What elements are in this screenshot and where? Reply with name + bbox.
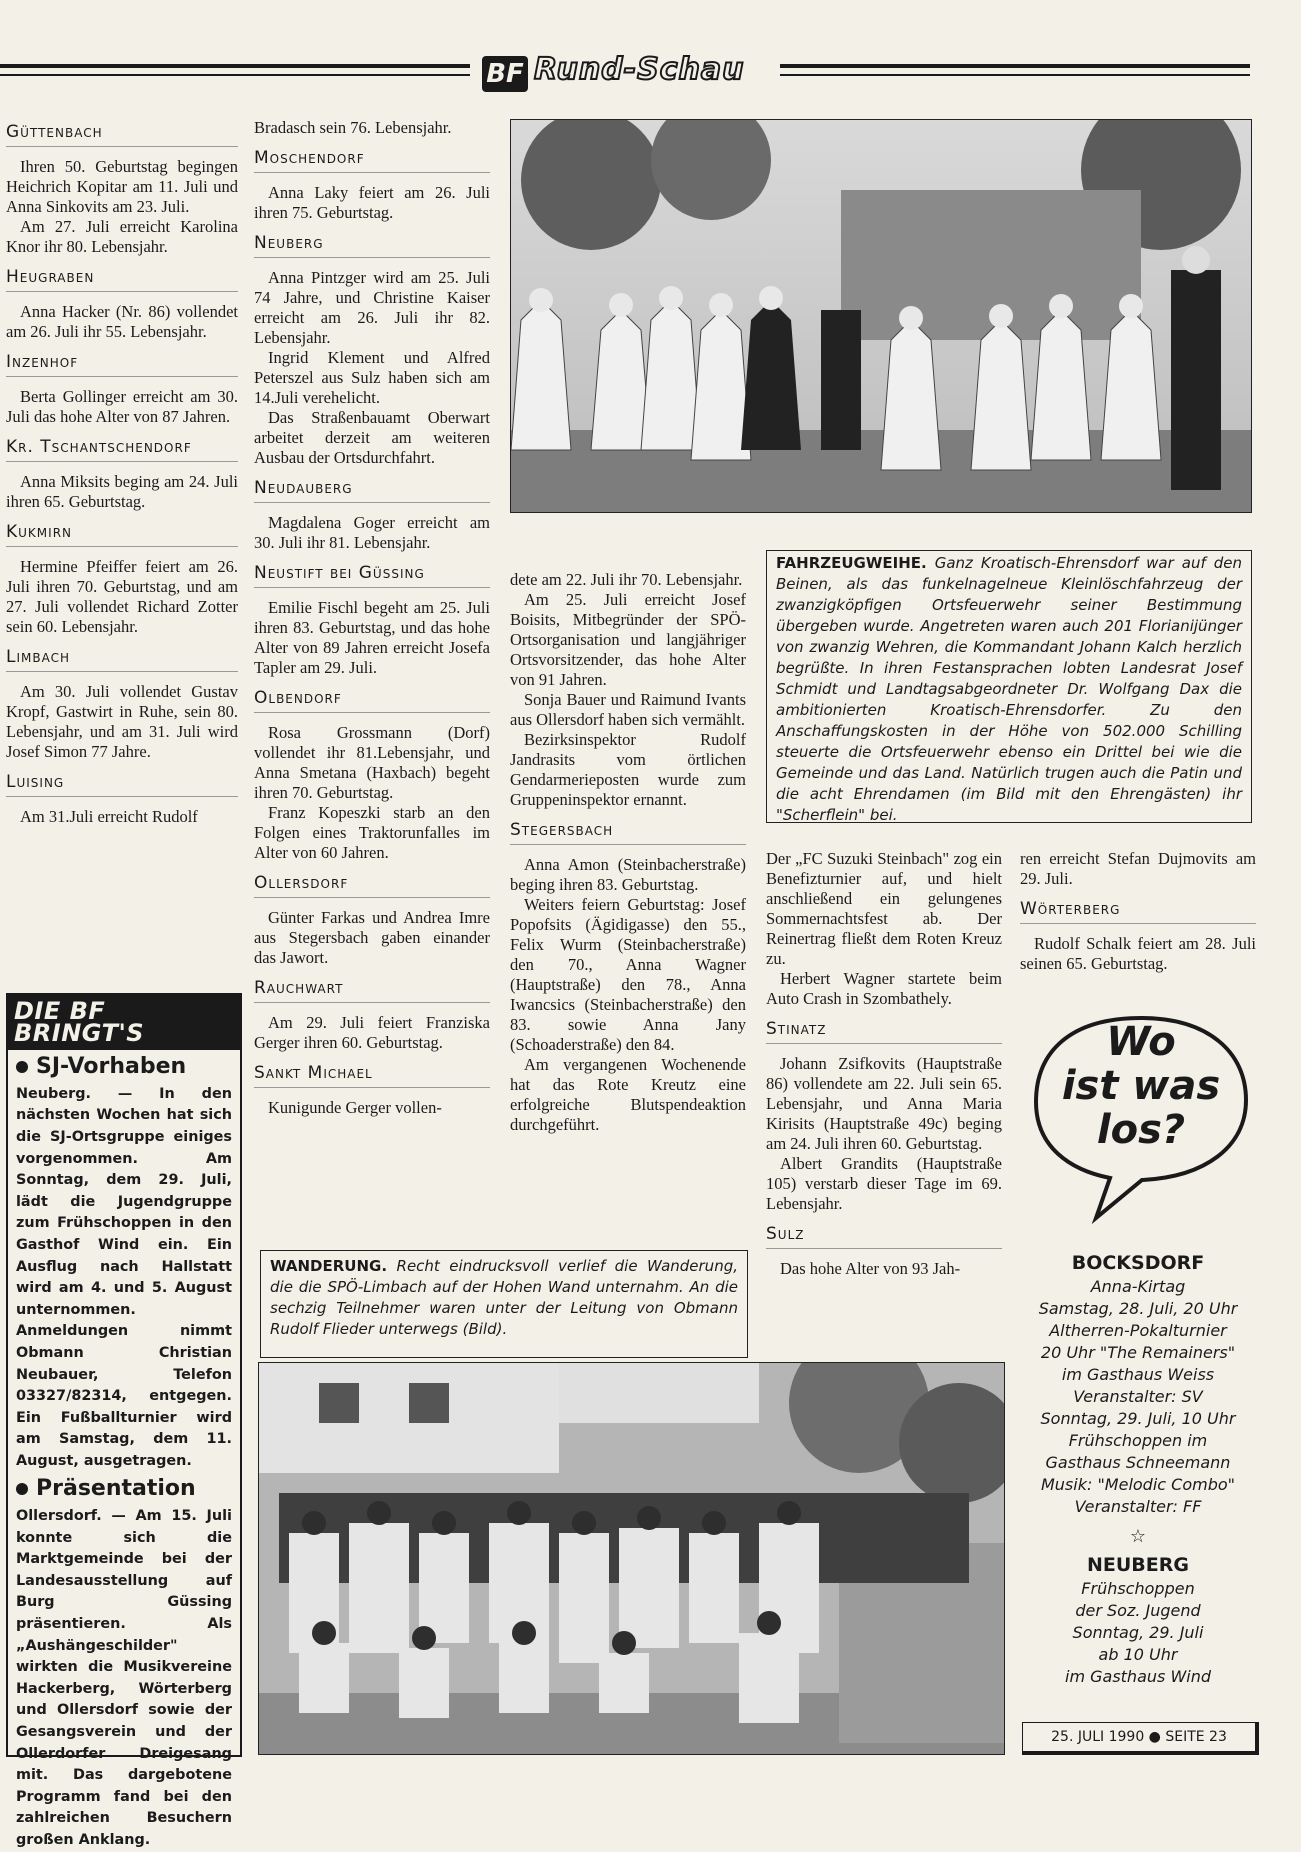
bringt-item-heading bbox=[16, 1478, 232, 1500]
paragraph: Sonja Bauer und Raimund Ivants aus Ollersdorf haben sich vermählt. bbox=[510, 690, 746, 729]
caption-wanderung-lead: WANDERUNG. bbox=[270, 1257, 388, 1275]
town-heading: Stinatz bbox=[766, 1019, 1002, 1044]
bullet-icon bbox=[16, 1483, 28, 1495]
event-line: Anna-Kirtag bbox=[1090, 1277, 1186, 1296]
town-heading: Kukmirn bbox=[6, 522, 238, 547]
paragraph: Ihren 50. Geburtstag begingen Heichrich Kopitar am 11. Juli und Anna Sinkovits am 23. Juli. bbox=[6, 157, 238, 216]
bringt-item-title: Präsentation bbox=[36, 1476, 196, 1502]
caption-wanderung-text: Recht eindrucksvoll verlief die Wanderung, die die SPÖ-Limbach auf der Hohen Wand unternahm. An die sechzig Teilnehmer waren unter der Leitung von Obmann Rudolf Flieder unterwegs (Bild). bbox=[270, 1257, 738, 1338]
paragraph: Albert Grandits (Hauptstraße 105) verstarb dieser Tage im 69. Lebensjahr. bbox=[766, 1154, 1002, 1213]
town-heading: Neudauberg bbox=[254, 478, 490, 503]
bf-bringts-box bbox=[6, 993, 242, 1848]
paragraph: Anna Amon (Steinbacherstraße) beging ihren 83. Geburtstag. bbox=[510, 855, 746, 894]
paragraph: Günter Farkas und Andrea Imre aus Stegersbach gaben einander das Jawort. bbox=[254, 908, 490, 967]
page-footer: 25. JULI 1990 ● SEITE 23 bbox=[1022, 1722, 1259, 1755]
event-town: NEUBERG bbox=[1087, 1554, 1189, 1576]
event-line: Sonntag, 29. Juli, 10 Uhr bbox=[1040, 1409, 1236, 1428]
paragraph: Anna Hacker (Nr. 86) vollendet am 26. Juli ihr 55. Lebensjahr. bbox=[6, 302, 238, 341]
event-town: BOCKSDORF bbox=[1071, 1252, 1205, 1274]
caption-fahrzeugweihe bbox=[776, 553, 1242, 826]
bf-bringts-title: DIE BF BRINGT'S bbox=[8, 995, 240, 1050]
event-line: 20 Uhr "The Remainers" bbox=[1040, 1343, 1236, 1362]
event-line: der Soz. Jugend bbox=[1075, 1601, 1201, 1620]
bullet-icon bbox=[16, 1061, 28, 1073]
paragraph: Franz Kopeszki starb an den Folgen eines Traktorunfalles im Alter von 60 Jahren. bbox=[254, 803, 490, 862]
town-heading: Moschendorf bbox=[254, 148, 490, 173]
paragraph: Magdalena Goger erreicht am 30. Juli ihr 81. Lebensjahr. bbox=[254, 513, 490, 552]
town-heading: Kr. Tschantschendorf bbox=[6, 437, 238, 462]
event-line: Musik: "Melodic Combo" bbox=[1040, 1475, 1236, 1494]
column-2-lead: Bradasch sein 76. Lebensjahr. bbox=[254, 118, 452, 137]
town-heading: Inzenhof bbox=[6, 352, 238, 377]
town-heading: Güttenbach bbox=[6, 122, 238, 147]
wo-ist-was-los-bubble bbox=[1030, 1012, 1252, 1227]
paragraph: Das hohe Alter von 93 Jah- bbox=[780, 1259, 961, 1278]
header-rule-right bbox=[780, 64, 1250, 68]
header-rule-right-thin bbox=[780, 74, 1250, 76]
town-heading: Heugraben bbox=[6, 267, 238, 292]
section-title: Rund-Schau bbox=[534, 52, 745, 87]
town-heading: Luising bbox=[6, 772, 238, 797]
event-line: im Gasthaus Wind bbox=[1065, 1667, 1211, 1686]
paragraph: Bezirksinspektor Rudolf Jandrasits vom örtlichen Gendarmerieposten wurde zum Gruppeninspektor ernannt. bbox=[510, 730, 746, 809]
paragraph: Kunigunde Gerger vollen- bbox=[268, 1098, 442, 1117]
bubble-line-2: ist was bbox=[1061, 1063, 1221, 1109]
event-line: Samstag, 28. Juli, 20 Uhr bbox=[1038, 1299, 1238, 1318]
star-icon: ☆ bbox=[1129, 1526, 1147, 1547]
event-line: Sonntag, 29. Juli bbox=[1072, 1623, 1204, 1642]
paragraph: Am 30. Juli vollendet Gustav Kropf, Gastwirt in Ruhe, sein 80. Lebensjahr, und am 31. Juli wird Josef Simon 77 Jahre. bbox=[6, 682, 238, 761]
paragraph: ren erreicht Stefan Dujmovits am 29. Juli. bbox=[1020, 849, 1256, 888]
event-line: Frühschoppen im bbox=[1068, 1431, 1208, 1450]
header-rule-left-thin bbox=[0, 74, 470, 76]
column-1 bbox=[6, 122, 238, 827]
column-5 bbox=[1020, 849, 1256, 974]
event-line: im Gasthaus Weiss bbox=[1061, 1365, 1215, 1384]
town-heading: Wörterberg bbox=[1020, 899, 1256, 924]
paragraph: Ingrid Klement und Alfred Peterszel aus Sulz haben sich am 14.Juli verehelicht. bbox=[254, 348, 490, 407]
paragraph: Das Straßenbauamt Oberwart arbeitet derzeit am weiteren Ausbau der Ortsdurchfahrt. bbox=[254, 408, 490, 467]
bubble-line-3: los? bbox=[1096, 1107, 1186, 1153]
bringt-item-title: SJ-Vorhaben bbox=[36, 1054, 187, 1080]
event-line: Veranstalter: FF bbox=[1074, 1497, 1202, 1516]
paragraph: dete am 22. Juli ihr 70. Lebensjahr. bbox=[510, 570, 743, 589]
caption-fahrzeugweihe-lead: FAHRZEUGWEIHE. bbox=[776, 554, 927, 572]
paragraph: Am vergangenen Wochenende hat das Rote Kreutz eine erfolgreiche Blutspendeaktion durchgeführt. bbox=[510, 1055, 746, 1134]
paragraph: Am 29. Juli feiert Franziska Gerger ihren 60. Geburtstag. bbox=[254, 1013, 490, 1052]
caption-wanderung bbox=[270, 1256, 738, 1340]
paragraph: Herbert Wagner startete beim Auto Crash in Szombathely. bbox=[766, 969, 1002, 1008]
paragraph: Rudolf Schalk feiert am 28. Juli seinen 65. Geburtstag. bbox=[1020, 934, 1256, 973]
bubble-line-1: Wo bbox=[1106, 1019, 1176, 1065]
town-heading: Neustift bei Güssing bbox=[254, 563, 490, 588]
paragraph: Am 31.Juli erreicht Rudolf bbox=[20, 807, 198, 826]
paragraph: Hermine Pfeiffer feiert am 26. Juli ihren 70. Geburtstag, und am 27. Juli vollendet Richard Zotter sein 60. Lebensjahr. bbox=[6, 557, 238, 636]
town-heading: Stegersbach bbox=[510, 820, 746, 845]
paragraph: Am 25. Juli erreicht Josef Boisits, Mitbegründer der SPÖ-Ortsorganisation und langjähriger Ortsvorsitzender, das hohe Alter von 91 Jahren. bbox=[510, 590, 746, 689]
paragraph: Weiters feiern Geburtstag: Josef Popofsits (Ägidigasse) den 55., Felix Wurm (Steinbacherstraße) den 70., Anna Wagner (Hauptstraße) den 78., Anna Iwancsics (Steinbacherstraße) den 83. sowie Anna Jany (Schoaderstraße) den 84. bbox=[510, 895, 746, 1054]
paragraph: Emilie Fischl begeht am 25. Juli ihren 83. Geburtstag, und das hohe Alter von 89 Jahren erreicht Josefa Tapler am 29. Juli. bbox=[254, 598, 490, 677]
town-heading: Sankt Michael bbox=[254, 1063, 490, 1088]
town-heading: Sulz bbox=[766, 1224, 1002, 1249]
bringt-item-text: Ollersdorf. — Am 15. Juli konnte sich die Marktgemeinde bei der Landesausstellung auf Burg Güssing präsentieren. Als „Aushängeschilder" wirkten die Musikvereine Hackerberg, Wörterberg und Ollersdorf sowie der Gesangsverein und der Ollerdorfer Dreigesang mit. Das dargebotene Programm fand bei den zahlreichen Besuchern großen Anklang. bbox=[16, 1508, 232, 1848]
town-heading: Rauchwart bbox=[254, 978, 490, 1003]
paragraph: Anna Laky feiert am 26. Juli ihren 75. Geburtstag. bbox=[254, 183, 490, 222]
event-line: Frühschoppen bbox=[1081, 1579, 1195, 1598]
column-4 bbox=[766, 849, 1002, 1279]
bringt-item-text: Neuberg. — In den nächsten Wochen hat sich die SJ-Ortsgruppe einiges vorgenommen. Am Sonntag, dem 29. Juli, lädt die Jugendgruppe zum Frühschoppen in den Gasthof Wind ein. Ein Ausflug nach Hallstatt wird am 4. und 5. August unternommen. Anmeldungen nimmt Obmann Christian Neubauer, Telefon 03327/82314, entgegen. Ein Fußballturnier wird am Samstag, dem 11. August, ausgetragen. bbox=[16, 1085, 232, 1469]
town-heading: Ollersdorf bbox=[254, 873, 490, 898]
events-list bbox=[1022, 1252, 1254, 1688]
paragraph: Anna Pintzger wird am 25. Juli 74 Jahre, und Christine Kaiser erreicht am 26. Juli ihr 82. Lebensjahr. bbox=[254, 268, 490, 347]
town-heading: Limbach bbox=[6, 647, 238, 672]
photo-fahrzeugweihe bbox=[510, 119, 1252, 513]
event-line: Veranstalter: SV bbox=[1073, 1387, 1203, 1406]
bf-logo: BF bbox=[482, 56, 528, 92]
event-line: Altherren-Pokalturnier bbox=[1049, 1321, 1227, 1340]
paragraph: Der „FC Suzuki Steinbach" zog ein Benefizturnier auf, und hielt anschließend ein gelungenes Sommernachtsfest ab. Der Reinertrag fließt dem Roten Kreuz zu. bbox=[766, 849, 1002, 968]
paragraph: Johann Zsifkovits (Hauptstraße 86) vollendete am 22. Juli sein 65. Lebensjahr, und Anna Maria Kirisits (Hauptstraße 49c) beging am 24. Juli ihren 60. Geburtstag. bbox=[766, 1054, 1002, 1153]
header-rule-left bbox=[0, 64, 470, 68]
town-heading: Olbendorf bbox=[254, 688, 490, 713]
paragraph: Berta Gollinger erreicht am 30. Juli das hohe Alter von 87 Jahren. bbox=[6, 387, 238, 426]
paragraph: Anna Miksits beging am 24. Juli ihren 65. Geburtstag. bbox=[6, 472, 238, 511]
photo-wanderung bbox=[258, 1362, 1005, 1755]
column-2 bbox=[254, 118, 490, 1118]
event-line: ab 10 Uhr bbox=[1098, 1645, 1178, 1664]
paragraph: Rosa Grossmann (Dorf) vollendet ihr 81.Lebensjahr, und Anna Smetana (Haxbach) begeht ihren 70. Geburtstag. bbox=[254, 723, 490, 802]
event-line: Gasthaus Schneemann bbox=[1045, 1453, 1231, 1472]
bringt-item-heading bbox=[16, 1056, 232, 1078]
paragraph: Am 27. Juli erreicht Karolina Knor ihr 80. Lebensjahr. bbox=[6, 217, 238, 256]
caption-fahrzeugweihe-text: Ganz Kroatisch-Ehrensdorf war auf den Beinen, als das funkelnagelneue Kleinlöschfahrzeug der zwanzigköpfigen Ortsfeuerwehr seiner Bestimmung übergeben wurde. Angetreten waren auch 201 Florianijünger von zwanzig Wehren, die Kommandant Johann Kalch herzlich begrüßte. In ihren Festansprachen lobten Landesrat Josef Schmidt und Landtagsabgeordneter Dr. Wolfgang Dax die ambitionierten Kroatisch-Ehrensdorfer. Zu den Anschaffungskosten in der Höhe von 502.000 Schilling steuerte die Ortsfeuerwehr ebenso ein Drittel bei wie die Gemeinde und das Land. Natürlich trugen auch die Patin und die acht Ehrendamen (im Bild mit den Ehrengästen) ihr "Scherflein" bei. bbox=[776, 554, 1242, 824]
town-heading: Neuberg bbox=[254, 233, 490, 258]
column-3 bbox=[510, 570, 746, 1135]
